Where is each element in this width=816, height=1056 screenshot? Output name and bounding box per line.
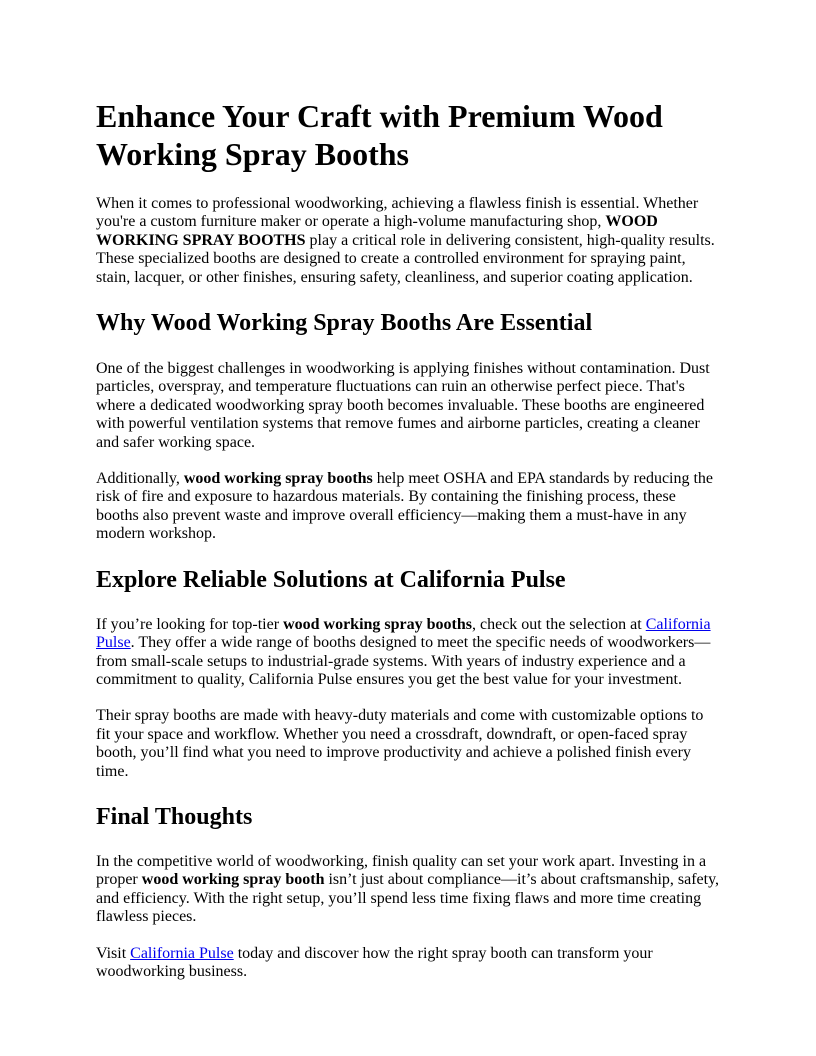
explore-p1-bold-keyword: wood working spray booths — [283, 615, 472, 633]
final-p1-text-2: isn’t just about compliance—it’s about craftsmanship, safety, and efficiency. With the right setup, you’ll spend less time fixing flaws and more time creating flawless pieces. — [96, 871, 720, 926]
why-p2-text-1: Additionally, — [96, 470, 184, 488]
california-pulse-link[interactable]: California Pulse — [96, 615, 711, 652]
california-pulse-link-2[interactable]: California Pulse — [130, 944, 234, 962]
final-paragraph-1 — [96, 853, 720, 927]
explore-paragraph-2: Their spray booths are made with heavy-duty materials and come with customizable options to fit your space and workflow. Whether you need a crossdraft, downdraft, or open-faced spray booth, you’ll find what you need to improve productivity and achieve a polished finish every time. — [96, 707, 704, 780]
final-p1-text-1: In the competitive world of woodworking, finish quality can set your work apart. Investing in a proper — [96, 852, 707, 889]
intro-text-2: play a critical role in delivering consistent, high-quality results. These specialized booths are designed to create a controlled environment for spraying paint, stain, lacquer, or other finishes, ensuring safety, cleanliness, and superior coating application. — [96, 231, 715, 286]
final-p1-bold-keyword: wood working spray booth — [141, 871, 325, 889]
why-p2-bold-keyword: wood working spray booths — [183, 470, 373, 488]
why-paragraph-2 — [96, 470, 720, 544]
explore-p1-text-3: . They offer a wide range of booths designed to meet the specific needs of woodworkers—from small-scale setups to industrial-grade systems. With years of industry experience and a commitment to quality, California Pulse ensures you get the best value for your investment. — [96, 634, 711, 688]
explore-p1-text-1: If you’re looking for top-tier — [96, 615, 284, 633]
section-heading-explore: Explore Reliable Solutions at California Pulse — [96, 566, 566, 593]
explore-p1-text-2: , check out the selection at — [472, 615, 646, 633]
document-page — [96, 0, 720, 981]
why-paragraph-1: One of the biggest challenges in woodworking is applying finishes without contamination. Dust particles, overspray, and temperature fluctuations can ruin an otherwise perfect piece. That's where a dedicated woodworking spray booth becomes invaluable. These booths are engineered with powerful ventilation systems that remove fumes and airborne particles, creating a cleaner and safer working space. — [96, 360, 710, 451]
final-p2-text-2: today and discover how the right spray booth can transform your woodworking business. — [96, 944, 653, 980]
section-heading-final: Final Thoughts — [96, 803, 253, 830]
why-p2-text-2: help meet OSHA and EPA standards by reducing the risk of fire and exposure to hazardous materials. By containing the finishing process, these booths also prevent waste and improve overall efficiency—making them a must-have in any modern workshop. — [96, 470, 714, 543]
intro-bold-keyword: WOOD WORKING SPRAY BOOTHS — [96, 213, 658, 249]
intro-text-1: When it comes to professional woodworking, achieving a flawless finish is essential. Whether you're a custom furniture maker or operate a high-volume manufacturing shop, — [96, 195, 699, 231]
final-p2-text-1: Visit — [96, 944, 131, 962]
page-title: Enhance Your Craft with Premium Wood Working Spray Booths — [96, 98, 663, 172]
section-heading-why: Why Wood Working Spray Booths Are Essential — [96, 310, 593, 337]
intro-paragraph — [96, 195, 720, 287]
explore-paragraph-1 — [96, 616, 720, 690]
final-paragraph-2 — [96, 945, 720, 982]
